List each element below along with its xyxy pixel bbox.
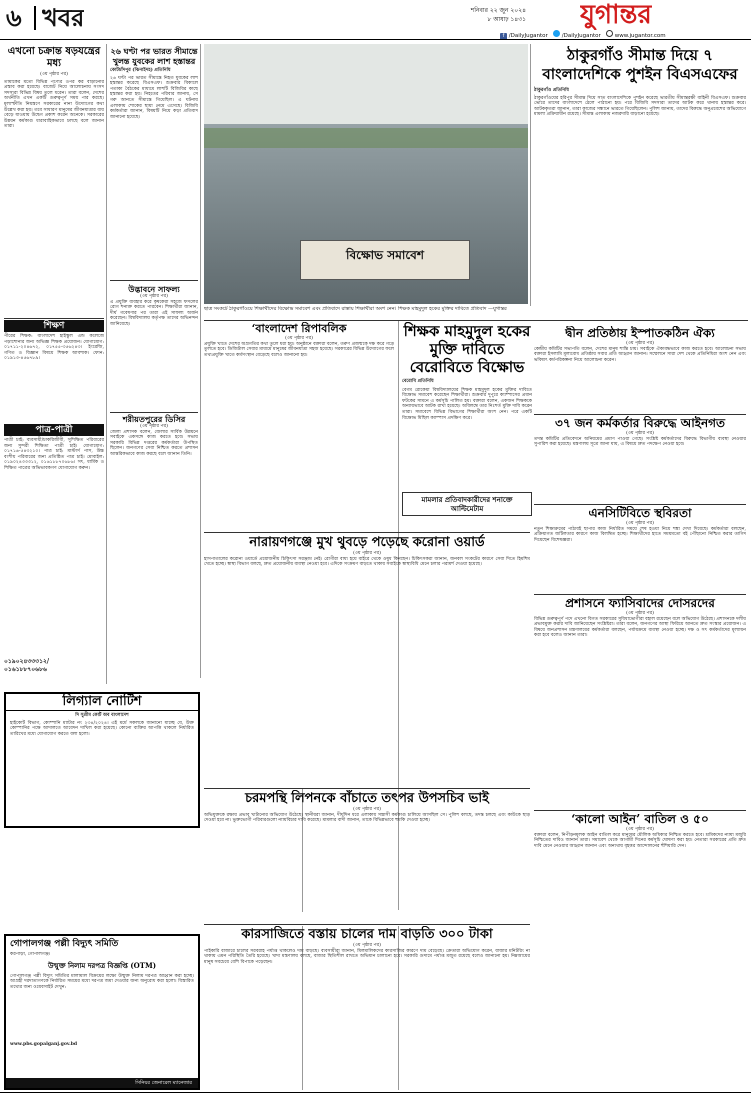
article-fascist: প্রশাসনে ফ্যাসিবাদের দোসরদের (৩য় পৃষ্ঠার পর) বিভিন্ন গুরুত্বপূর্ণ পদে এখনো বিগত সরকারের সুবিধাভোগীরা বহাল রয়েছেন বলে অভিযোগ উঠেছে। প্রশাসনকে দলীয় প্রভাবমুক্ত করার দাবি জানিয়েছেন সংশ্লিষ্টরা। তারা বলেন, জনগণের আস্থা ফিরিয়ে আনতে দ্রুত সংস্কার প্রয়োজন। এ বিষয়ে জনপ্রশাসন মন্ত্রণালয়ের কর্মকর্তারা বলছেন, পর্যায়ক্রমে ব্যবস্থা নেওয়া হচ্ছে। দক্ষ ও সৎ কর্মকর্তাদের মূল্যায়ন করা হবে বলেও জানান তারা। [534, 596, 746, 639]
masthead [0, 0, 751, 40]
article-steel: দ্বীন প্রতিষ্ঠায় ইস্পাতকঠিন ঐক্য (৩য় পৃষ্ঠার পর) কেন্দ্রীয় কমিটির সভাপতি বলেন, দেশের মানুষ শান্তি চায়। সবাইকে ঐক্যবদ্ধভাবে কাজ করতে হবে। আলোচনা সভায় বক্তারা ইসলামি মূল্যবোধ প্রতিষ্ঠায় সবার প্রতি আহ্বান জানান। সম্মেলনে সারা দেশ থেকে প্রতিনিধিরা অংশ নেন এবং ভবিষ্যৎ কর্মপরিকল্পনা নিয়ে আলোচনা করেন। [534, 326, 746, 363]
date-line: শনিবার ২২ জুন ২০২৪ ৮ আষাঢ় ১৪৩১ [470, 7, 526, 23]
article-innovation: উদ্ভাবনে সাফল্য (৩য় পৃষ্ঠার পর) এ প্রযুক্তি ব্যবহার করে কৃষকেরা সহজে ফসলের রোগ শনাক্ত করতে পারবেন। শিক্ষার্থীরা জানান, দীর্ঘ গবেষণার পর তারা এই সাফল্য অর্জন করেছেন। বিশ্ববিদ্যালয় কর্তৃপক্ষ তাদের অভিনন্দন জানিয়েছে। [110, 284, 198, 327]
otm-notice: গোপালগঞ্জ পল্লী বিদ্যুৎ সমিতি করপাড়া, গোপালগঞ্জ। উন্মুক্ত নিলাম দরপত্র বিজ্ঞপ্তি (OTM) গোপালগঞ্জ পল্লী বিদ্যুৎ সমিতির মালামাল বিক্রয়ের লক্ষ্যে উন্মুক্ত নিলাম দরপত্র আহ্বান করা হচ্ছে। আগ্রহী দরদাতাগণকে নির্ধারিত সময়ের মধ্যে দরপত্র জমা দেওয়ার জন্য অনুরোধ করা হলো। বিস্তারিত তথ্যের জন্য ওয়েবসাইট দেখুন: www.pbs.gopalganj.gov.bd সিনিয়র জেনারেল ম্যানেজার [4, 934, 200, 1090]
classified-title: পাত্র-পাত্রী [4, 424, 104, 436]
otm-website-link[interactable]: www.pbs.gopalganj.gov.bd [10, 1041, 78, 1047]
paper-logo: যুগান্তর [580, 0, 652, 30]
article-body: তামাকের মতো বিভিন্ন পণ্যের ওপর কর বাড়ানোর প্রস্তাব করা হয়েছে। বাজেট নিয়ে আলোচনায় সংসদ সদস্যরা বিভিন্ন বিষয় তুলে ধরেন। তারা বলেন, দেশের অর্থনীতি এখন একটি গুরুত্বপূর্ণ সময় পার করছে। মূল্যস্ফীতি নিয়ন্ত্রণে সরকারের নানা উদ্যোগের কথা উল্লেখ করা হয়। তবে সাধারণ মানুষের জীবনযাত্রার ব্যয় বেড়ে যাওয়ায় উদ্বেগ প্রকাশ করেন অনেকে। সরকারের উন্নয়ন কর্মকাণ্ড ধারাবাহিকভাবে চলছে বলে জানান তারা। [4, 79, 104, 130]
article-conspiracy: এখনো চক্রান্ত ষড়যন্ত্রের মধ্য (৩য় পৃষ্ঠার পর) তামাকের মতো বিভিন্ন পণ্যের ওপর কর বাড়ানোর প্রস্তাব করা হয়েছে। বাজেট নিয়ে আলোচনায় সংসদ সদস্যরা বিভিন্ন বিষয় তুলে ধরেন। তারা বলেন, দেশের অর্থনীতি এখন একটি গুরুত্বপূর্ণ সময় পার করছে। মূল্যস্ফীতি নিয়ন্ত্রণে সরকারের নানা উদ্যোগের কথা উল্লেখ করা হয়। তবে সাধারণ মানুষের জীবনযাত্রার ব্যয় বেড়ে যাওয়ায় উদ্বেগ প্রকাশ করেন অনেকে। সরকারের উন্নয়ন কর্মকাণ্ড ধারাবাহিকভাবে চলছে বলে জানান তারা। [4, 46, 104, 314]
twitter-link[interactable]: /DailyJugantor [561, 33, 601, 39]
page-number: ৬ [6, 4, 22, 32]
article-black-law: ‘কালো আইন’ বাতিল ও ৫০ (৩য় পৃষ্ঠার পর) বক্তারা বলেন, নিপীড়নমূলক আইন বাতিল করে মানুষের মৌলিক অধিকার নিশ্চিত করতে হবে। শ্রমিকদের ন্যায্য মজুরি নিশ্চিতের দাবিও জানান তারা। সমাবেশ থেকে আগামী দিনের কর্মসূচি ঘোষণা করা হয়। নেতারা সরকারের প্রতি দ্রুত দাবি মেনে নেওয়ার আহ্বান জানান এবং অন্যথায় বৃহত্তর আন্দোলনের হুঁশিয়ারি দেন। [534, 812, 746, 849]
facebook-icon: f [500, 33, 507, 39]
protest-photo [204, 44, 528, 304]
article-officials: ৩৭ জন কর্মকর্তার বিরুদ্ধে আইনগত (৩য় পৃষ্ঠার পর) তদন্ত কমিটির প্রতিবেদনে অনিয়মের প্রমাণ পাওয়া গেছে। সংশ্লিষ্ট কর্মকর্তাদের বিরুদ্ধে বিভাগীয় ব্যবস্থা নেওয়ার সুপারিশ করা হয়েছে। মন্ত্রণালয় সূত্রে জানা যায়, এ বিষয়ে দ্রুত পদক্ষেপ নেওয়া হবে। [534, 416, 746, 448]
article-thakurgaon: ঠাকুরগাঁও সীমান্ত দিয়ে ৭ বাংলাদেশিকে পুশইন বিএসএফের ঠাকুরগাঁও প্রতিনিধি ঠাকুরগাঁওয়ের হরিপুর সীমান্ত দিয়ে সাত বাংলাদেশিকে পুশইন করেছে ভারতীয় সীমান্তরক্ষী বাহিনী বিএসএফ। শুক্রবার ভোরে তাদের বাংলাদেশে ঠেলে পাঠানো হয়। পরে বিজিবি সদস্যরা তাদের আটক করে থানায় হস্তান্তর করে। আটককৃতরা জানান, তারা কাজের সন্ধানে ভারতে গিয়েছিলেন। পুলিশ জানায়, তাদের বিরুদ্ধে অনুপ্রবেশের অভিযোগে মামলা প্রক্রিয়াধীন রয়েছে। সীমান্ত এলাকায় নজরদারি বাড়ানো হয়েছে। [534, 46, 746, 118]
article-nctb: এনসিটিবিতে স্থবিরতা (৩য় পৃষ্ঠার পর) নতুন শিক্ষাক্রমের পাঠ্যবই ছাপার কাজ নির্ধারিত সময়ে শেষ হওয়া নিয়ে শঙ্কা দেখা দিয়েছে। কর্মকর্তারা বলছেন, প্রক্রিয়াগত জটিলতার কারণে কাজ বিলম্বিত হচ্ছে। শিক্ষার্থীদের হাতে সময়মতো বই পৌঁছানো নিশ্চিত করার তাগিদ দিয়েছেন বিশেষজ্ঞরা। [534, 506, 746, 543]
article-extremist: চরমপন্থি লিপনকে বাঁচাতে তৎপর উপসচিব ভাই (৩য় পৃষ্ঠার পর) অভিযুক্তকে রক্ষায় প্রভাব খাটানোর অভিযোগ উঠেছে। স্থানীয়রা জানান, দীর্ঘদিন ধরে এলাকায় সন্ত্রাসী কর্মকাণ্ড চালিয়ে আসছিল সে। পুলিশ বলছে, তদন্ত চলছে এবং কাউকে ছাড় দেওয়া হবে না। ভুক্তভোগী পরিবারগুলো ন্যায়বিচার দাবি করেছে। মামলার বাদী জানান, তাকে বিভিন্নভাবে হুমকি দেওয়া হচ্ছে। [204, 791, 530, 824]
photo-caption: ছাত্র সংকটে ঠাকুরগাঁওয়ে শিক্ষার্থীদের বিক্ষোভ সমাবেশ এবং প্রতিবাদে রাস্তায় শিক্ষার্থীরা অংশ নেন। শিক্ষক মাহমুদুল হকের মুক্তির দাবিতে প্রতিবাদ —যুগান্তর [204, 306, 507, 312]
twitter-icon [553, 30, 560, 37]
legal-notice: লিগ্যাল নোটিশ দি সুপ্রীম কোর্ট অব বাংলাদেশ হাইকোর্ট বিভাগ, কোম্পানি ম্যাটার নং ২৩৪/২০২৪। এই মর্মে সকলকে জানানো যাচ্ছে যে, উক্ত কোম্পানির পক্ষে আদালতে আবেদন দাখিল করা হয়েছে। কোনো ব্যক্তির আপত্তি থাকলে নির্ধারিত তারিখের মধ্যে যোগাযোগ করতে বলা হলো। [4, 692, 200, 828]
protest-banner: বিক্ষোভ সমাবেশ [300, 240, 470, 280]
classified-title: শিক্ষণ [4, 320, 104, 332]
classified-patro: পাত্র-পাত্রী পাত্রী চাই: ব্যবসায়ী/চাকরিজীবী, সুশিক্ষিত পরিবারের জন্য সুন্দরী শিক্ষিতা পাত্রী চাই। যোগাযোগ: ০১৭১৬-৫৪৩২১০। পাত্র চাই: মাস্টার্স পাস, উচ্চ বংশীয় পরিবারের জন্য প্রতিষ্ঠিত পাত্র চাই। মোবাইল: ০১৯০২৪৩৩৩১২, ০১৬১৮৮৭০৬৮৬। সৎ, ধার্মিক ও শিক্ষিত পাত্রের অভিভাবকগণ যোগাযোগ করুন। ০১৯০২৪৩৩৩১২/ ০১৬১৮৮৭০৬৮৬ [4, 425, 104, 673]
article-border-killing: ২৬ ঘণ্টা পর ভারত সীমান্তে খুলন্ত যুবকের লাশ হস্তান্তর কোটচাঁদপুর (ঝিনাইদহ) প্রতিনিধি ২৬ ঘণ্টা পর ভারত সীমান্তে নিহত যুবকের লাশ হস্তান্তর করেছে বিএসএফ। শুক্রবার বিকালে পতাকা বৈঠকের মাধ্যমে লাশটি বিজিবির কাছে হস্তান্তর করা হয়। নিহতের পরিবার জানায়, সে গরু আনতে সীমান্তে গিয়েছিল। এ ঘটনায় এলাকায় শোকের ছায়া নেমে এসেছে। বিজিবি কর্মকর্তারা জানান, বিষয়টি নিয়ে কড়া প্রতিবাদ জানানো হয়েছে। [110, 46, 198, 120]
article-headline: এখনো চক্রান্ত ষড়যন্ত্রের মধ্য [7, 46, 101, 69]
pull-quote: মামলার প্রতিবাদকারীদের শনাক্তে আল্টিমেটাম [402, 492, 532, 516]
article-corona-ward: নারায়ণগঞ্জে মুখ থুবড়ে পড়েছে করোনা ওয়ার্ড (৩য় পৃষ্ঠার পর) হাসপাতালের করোনা ওয়ার্ডে প্রয়োজনীয় চিকিৎসা সরঞ্জাম নেই। রোগীরা বাধ্য হয়ে বাইরে থেকে ওষুধ কিনছেন। চিকিৎসকরা জানান, জনবল সংকটের কারণে সেবা দিতে হিমশিম খেতে হচ্ছে। স্বাস্থ্য বিভাগ বলছে, দ্রুত প্রয়োজনীয় ব্যবস্থা নেওয়া হবে। এদিকে সংক্রমণ বাড়তে থাকায় সবাইকে স্বাস্থ্যবিধি মেনে চলার পরামর্শ দেওয়া হয়েছে। [204, 535, 530, 568]
web-icon [606, 30, 613, 37]
article-rice-price: কারসাজিতে বস্তায় চালের দাম বাড়তি ৩০০ টাকা (৩য় পৃষ্ঠার পর) পাইকারি বাজারে চালের সরবরাহ পর্যাপ্ত থাকলেও দাম বাড়ছে। ব্যবসায়ীরা জানান, মিলমালিকদের কারসাজির কারণে দাম বেড়েছে। ক্রেতারা অভিযোগ করেন, বাজার মনিটরিং না থাকায় এমন পরিস্থিতি তৈরি হয়েছে। খাদ্য মন্ত্রণালয় বলছে, বাজার স্থিতিশীল রাখতে অভিযান চালানো হবে। সরকারি গুদামে পর্যাপ্ত মজুত রয়েছে বলেও জানানো হয়। নিম্নআয়ের মানুষ সবচেয়ে বেশি বিপাকে পড়েছেন। [204, 927, 530, 965]
website-link[interactable]: www.jugantor.com [614, 33, 666, 39]
article-shariatpur: শরীয়তপুরের ডিসির (৩য় পৃষ্ঠার পর) জেলা প্রশাসক বলেন, জেলার সার্বিক উন্নয়নে সবাইকে একসঙ্গে কাজ করতে হবে। সভায় সরকারি বিভিন্ন দপ্তরের কর্মকর্তারা উপস্থিত ছিলেন। জনগণের সেবা নিশ্চিত করতে প্রশাসন আন্তরিকভাবে কাজ করছে বলে জানান তিনি। [110, 414, 198, 457]
facebook-link[interactable]: /DailyJugantor [508, 33, 548, 39]
classified-shikkhon: শিক্ষণ পীরের শিক্ষক: বাংলাদেশ হাইস্কুল এন্ড কলেজে পড়াশোনার জন্য অভিজ্ঞ শিক্ষক প্রয়োজন। যোগাযোগ: ০১৭১১-২০৪৬৭২, ০১৭৫৫-৩৫৬২৪৩। ইংরেজি, গণিত ও বিজ্ঞান বিষয়ে শিক্ষক আবশ্যক। ফোন: ০১৯১৩-৪৫৬৭৮৯। [4, 321, 104, 362]
section-title: খবর [42, 3, 85, 32]
article-bangladesh-republic: ‘বাংলাদেশ রিপাবলিক (৩য় পৃষ্ঠার পর) প্রযুক্তি খাতে দেশের অগ্রগতির কথা তুলে ধরা হয়। অনুষ্ঠানে বক্তারা বলেন, তরুণ প্রজন্মকে দক্ষ করে গড়ে তুলতে হবে। ডিজিটাল সেবার মাধ্যমে মানুষের জীবনযাত্রা সহজ হয়েছে। সরকারের বিভিন্ন উদ্যোগের ফলে তথ্যপ্রযুক্তি খাতে কর্মসংস্থান বেড়েছে বলেও জানানো হয়। [204, 322, 394, 358]
social-links [500, 30, 748, 39]
article-teacher-release: শিক্ষক মাহমুদুল হকের মুক্তি দাবিতে বেরোবিতে বিক্ষোভ বেরোবি প্রতিনিধি বেগম রোকেয়া বিশ্ববিদ্যালয়ের শিক্ষক মাহমুদুল হকের মুক্তির দাবিতে বিক্ষোভ সমাবেশ করেছেন শিক্ষার্থীরা। শুক্রবার দুপুরে ক্যাম্পাসের প্রধান ফটকের সামনে এ কর্মসূচি পালিত হয়। বক্তারা বলেন, একজন শিক্ষককে অন্যায়ভাবে আটক রাখা হয়েছে। অবিলম্বে তার নিঃশর্ত মুক্তি দাবি করেন তারা। সমাবেশে বিভিন্ন বিভাগের শিক্ষার্থীরা অংশ নেন। পরে একটি বিক্ষোভ মিছিল ক্যাম্পাস প্রদক্ষিণ করে। মামলার প্রতিবাদকারীদের শনাক্তে আল্টিমেটাম [402, 322, 532, 532]
